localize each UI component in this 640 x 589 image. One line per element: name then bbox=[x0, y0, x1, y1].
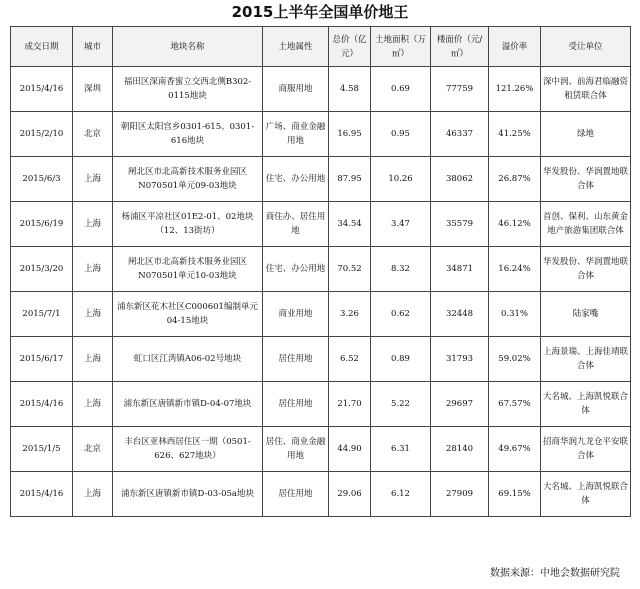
table-row bbox=[11, 247, 631, 292]
cell-city: 上海 bbox=[73, 337, 113, 382]
table-row bbox=[11, 67, 631, 112]
header-floor-price: 楼面价（元/㎡） bbox=[431, 27, 489, 67]
cell-city: 上海 bbox=[73, 472, 113, 517]
cell-use: 居住用地 bbox=[263, 337, 329, 382]
cell-city: 上海 bbox=[73, 202, 113, 247]
cell-price: 3.26 bbox=[329, 292, 371, 337]
cell-city: 上海 bbox=[73, 247, 113, 292]
cell-price: 21.70 bbox=[329, 382, 371, 427]
cell-use: 商住办、居住用地 bbox=[263, 202, 329, 247]
table-row bbox=[11, 292, 631, 337]
cell-city: 北京 bbox=[73, 427, 113, 472]
cell-use: 居住用地 bbox=[263, 472, 329, 517]
cell-price: 29.06 bbox=[329, 472, 371, 517]
cell-area: 0.69 bbox=[371, 67, 431, 112]
table-row bbox=[11, 337, 631, 382]
cell-price: 4.58 bbox=[329, 67, 371, 112]
cell-city: 北京 bbox=[73, 112, 113, 157]
cell-price: 6.52 bbox=[329, 337, 371, 382]
header-price: 总价（亿元） bbox=[329, 27, 371, 67]
cell-premium: 67.57% bbox=[489, 382, 541, 427]
page-title: 2015上半年全国单价地王 bbox=[231, 3, 409, 21]
data-source: 数据来源：中地会数据研究院 bbox=[490, 568, 620, 579]
cell-floor-price: 32448 bbox=[431, 292, 489, 337]
cell-price: 34.54 bbox=[329, 202, 371, 247]
table-row bbox=[11, 157, 631, 202]
cell-date: 2015/6/3 bbox=[11, 157, 73, 202]
header-buyer: 受让单位 bbox=[541, 27, 631, 67]
cell-area: 6.31 bbox=[371, 427, 431, 472]
cell-area: 0.62 bbox=[371, 292, 431, 337]
cell-use: 商服用地 bbox=[263, 67, 329, 112]
table-row bbox=[11, 472, 631, 517]
cell-floor-price: 38062 bbox=[431, 157, 489, 202]
cell-premium: 41.25% bbox=[489, 112, 541, 157]
cell-floor-price: 46337 bbox=[431, 112, 489, 157]
cell-date: 2015/4/16 bbox=[11, 472, 73, 517]
cell-city: 深圳 bbox=[73, 67, 113, 112]
cell-date: 2015/6/19 bbox=[11, 202, 73, 247]
cell-use: 居住、商业金融用地 bbox=[263, 427, 329, 472]
cell-date: 2015/4/16 bbox=[11, 67, 73, 112]
table-row bbox=[11, 112, 631, 157]
cell-buyer: 招商华润九龙仓平安联合体 bbox=[541, 427, 631, 472]
cell-premium: 0.31% bbox=[489, 292, 541, 337]
cell-city: 上海 bbox=[73, 292, 113, 337]
cell-buyer: 首创、保利、山东黄金地产旅游集团联合体 bbox=[541, 202, 631, 247]
cell-name: 闸北区市北高新技术服务业园区N070501单元10-03地块 bbox=[113, 247, 263, 292]
cell-name: 浦东新区唐镇新市镇D-04-07地块 bbox=[113, 382, 263, 427]
cell-name: 闸北区市北高新技术服务业园区N070501单元09-03地块 bbox=[113, 157, 263, 202]
table-row bbox=[11, 427, 631, 472]
cell-name: 虹口区江湾镇A06-02号地块 bbox=[113, 337, 263, 382]
cell-premium: 121.26% bbox=[489, 67, 541, 112]
cell-floor-price: 34871 bbox=[431, 247, 489, 292]
cell-area: 3.47 bbox=[371, 202, 431, 247]
cell-buyer: 绿地 bbox=[541, 112, 631, 157]
cell-area: 0.95 bbox=[371, 112, 431, 157]
header-premium: 溢价率 bbox=[489, 27, 541, 67]
table-body bbox=[11, 67, 631, 517]
cell-name: 杨浦区平凉社区01E2-01、02地块（12、13街坊） bbox=[113, 202, 263, 247]
cell-buyer: 大名城、上海凯悦联合体 bbox=[541, 382, 631, 427]
cell-city: 上海 bbox=[73, 382, 113, 427]
cell-floor-price: 77759 bbox=[431, 67, 489, 112]
cell-name: 丰台区亚林西居住区一期（0501-626、627地块） bbox=[113, 427, 263, 472]
cell-area: 0.89 bbox=[371, 337, 431, 382]
cell-price: 44.90 bbox=[329, 427, 371, 472]
cell-premium: 69.15% bbox=[489, 472, 541, 517]
cell-floor-price: 28140 bbox=[431, 427, 489, 472]
table-row bbox=[11, 382, 631, 427]
cell-area: 8.32 bbox=[371, 247, 431, 292]
cell-price: 70.52 bbox=[329, 247, 371, 292]
cell-price: 87.95 bbox=[329, 157, 371, 202]
cell-premium: 46.12% bbox=[489, 202, 541, 247]
land-price-table bbox=[10, 26, 631, 517]
cell-buyer: 陆家嘴 bbox=[541, 292, 631, 337]
cell-use: 广场、商业金融用地 bbox=[263, 112, 329, 157]
cell-date: 2015/7/1 bbox=[11, 292, 73, 337]
cell-date: 2015/3/20 bbox=[11, 247, 73, 292]
header-use: 土地属性 bbox=[263, 27, 329, 67]
cell-floor-price: 31793 bbox=[431, 337, 489, 382]
cell-name: 朝阳区太阳宫乡0301-615、0301-616地块 bbox=[113, 112, 263, 157]
cell-floor-price: 35579 bbox=[431, 202, 489, 247]
cell-premium: 26.87% bbox=[489, 157, 541, 202]
cell-buyer: 华发股份、华润置地联合体 bbox=[541, 247, 631, 292]
cell-use: 商业用地 bbox=[263, 292, 329, 337]
cell-name: 浦东新区花木社区C000601编制单元04-15地块 bbox=[113, 292, 263, 337]
cell-premium: 49.67% bbox=[489, 427, 541, 472]
cell-date: 2015/6/17 bbox=[11, 337, 73, 382]
cell-buyer: 深中润、前海君临融资租赁联合体 bbox=[541, 67, 631, 112]
cell-buyer: 上海景瑞、上海佳靖联合体 bbox=[541, 337, 631, 382]
cell-use: 住宅、办公用地 bbox=[263, 157, 329, 202]
header-date: 成交日期 bbox=[11, 27, 73, 67]
table-row bbox=[11, 202, 631, 247]
header-area: 土地面积（万㎡） bbox=[371, 27, 431, 67]
cell-area: 5.22 bbox=[371, 382, 431, 427]
cell-date: 2015/4/16 bbox=[11, 382, 73, 427]
cell-price: 16.95 bbox=[329, 112, 371, 157]
cell-buyer: 华发股份、华润置地联合体 bbox=[541, 157, 631, 202]
cell-floor-price: 29697 bbox=[431, 382, 489, 427]
cell-floor-price: 27909 bbox=[431, 472, 489, 517]
header-name: 地块名称 bbox=[113, 27, 263, 67]
cell-area: 10.26 bbox=[371, 157, 431, 202]
cell-date: 2015/1/5 bbox=[11, 427, 73, 472]
cell-premium: 16.24% bbox=[489, 247, 541, 292]
cell-use: 住宅、办公用地 bbox=[263, 247, 329, 292]
cell-area: 6.12 bbox=[371, 472, 431, 517]
cell-name: 福田区深南香蜜立交西北侧B302-0115地块 bbox=[113, 67, 263, 112]
cell-buyer: 大名城、上海凯悦联合体 bbox=[541, 472, 631, 517]
cell-name: 浦东新区唐镇新市镇D-03-05a地块 bbox=[113, 472, 263, 517]
table-header-row bbox=[11, 27, 631, 67]
cell-date: 2015/2/10 bbox=[11, 112, 73, 157]
header-city: 城市 bbox=[73, 27, 113, 67]
cell-use: 居住用地 bbox=[263, 382, 329, 427]
cell-city: 上海 bbox=[73, 157, 113, 202]
cell-premium: 59.02% bbox=[489, 337, 541, 382]
